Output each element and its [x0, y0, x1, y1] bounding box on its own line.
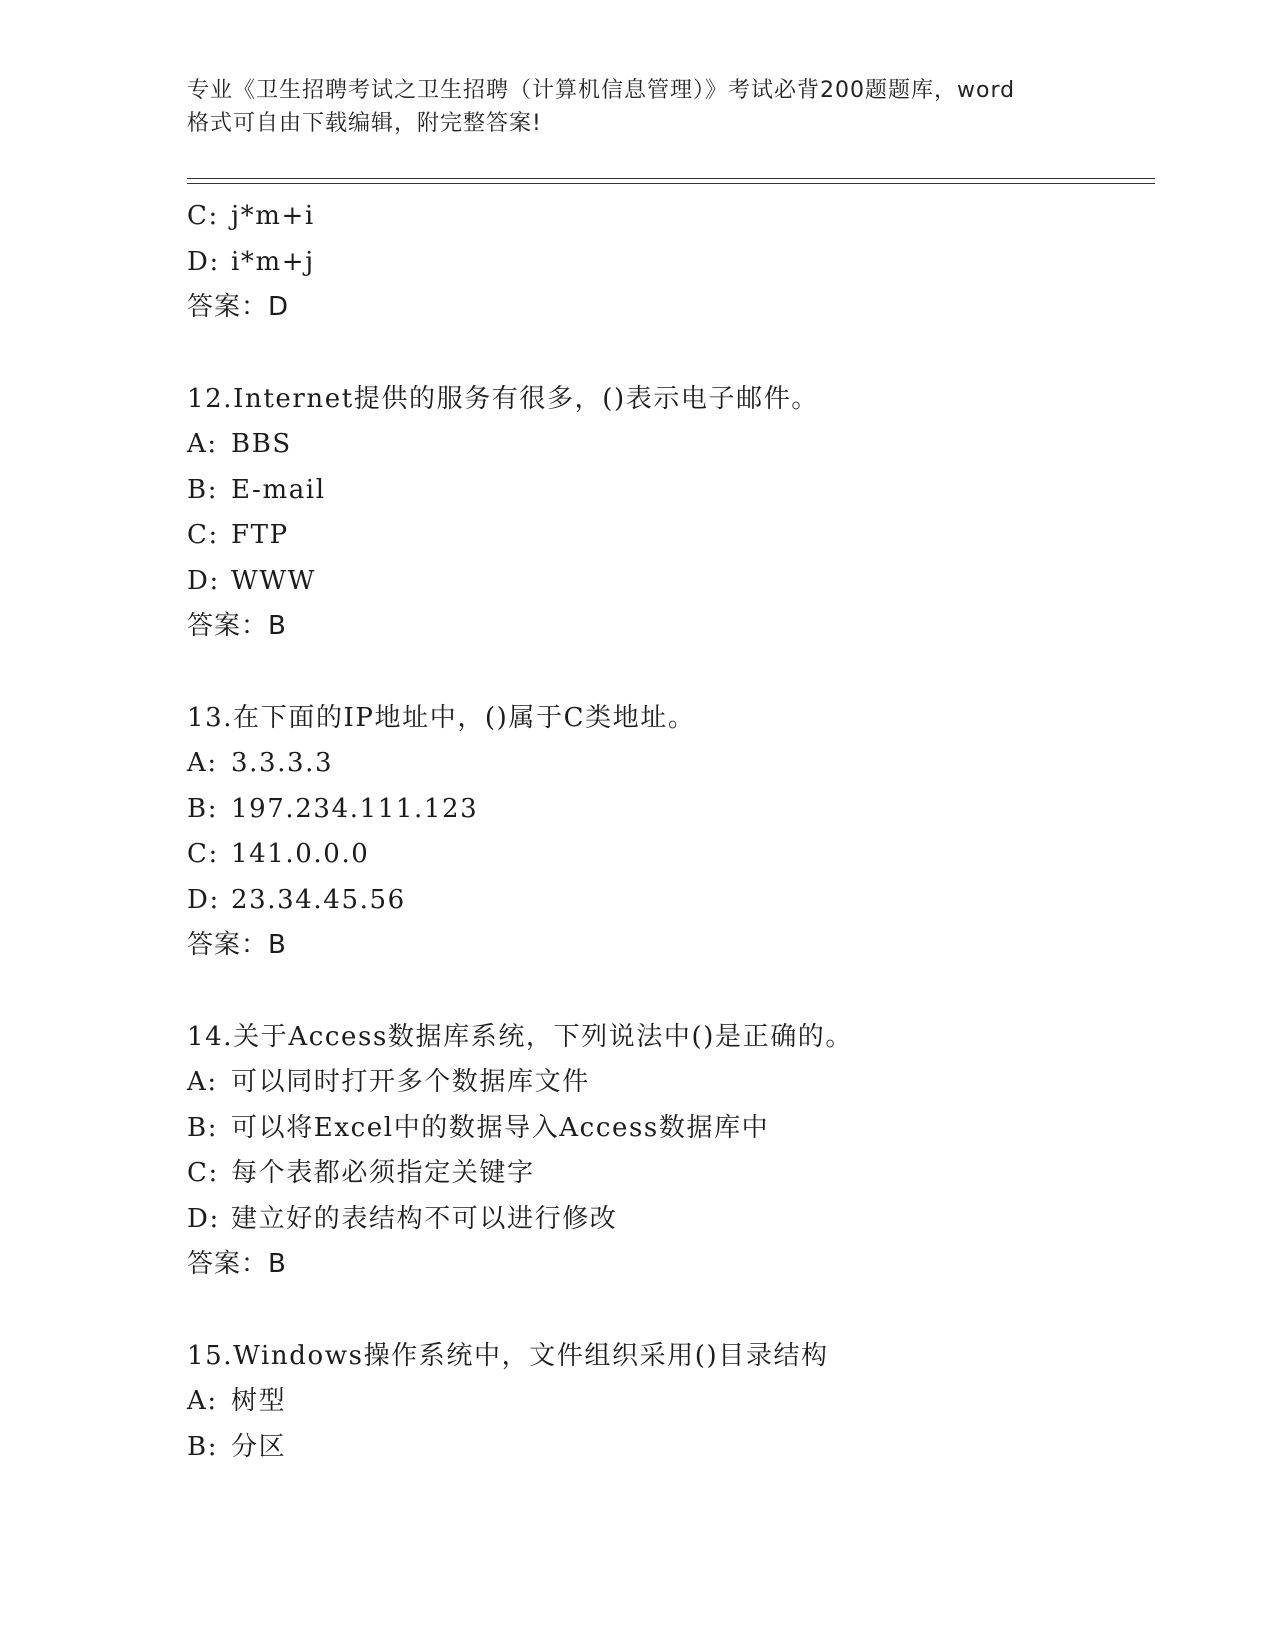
option-text: WWW [231, 565, 316, 596]
question-stem: 13.在下面的IP地址中，()属于C类地址。 [187, 702, 696, 733]
option-d [187, 1197, 1155, 1243]
option-text: 分区 [231, 1431, 287, 1462]
option-label: B: [187, 474, 219, 505]
question-11-continued [187, 194, 1155, 331]
option-label: B: [187, 1431, 219, 1462]
option-d [187, 240, 1155, 286]
header-line-1: 专业《卫生招聘考试之卫生招聘（计算机信息管理）》考试必背200题题库，word [187, 78, 1016, 103]
question-13 [187, 696, 1155, 969]
option-label: D: [187, 1203, 220, 1234]
option-text: E-mail [231, 474, 326, 505]
option-d [187, 878, 1155, 924]
option-text: 树型 [231, 1386, 287, 1416]
option-label: A: [187, 1386, 218, 1416]
option-text: 可以将Excel中的数据导入Access数据库中 [231, 1112, 770, 1143]
answer: 答案：B [187, 1249, 287, 1279]
option-text: BBS [231, 429, 292, 459]
option-label: C: [187, 201, 219, 231]
option-label: A: [187, 429, 218, 459]
option-text: 每个表都必须指定关键字 [231, 1158, 535, 1188]
question-15 [187, 1334, 1155, 1471]
header-rule-top [187, 178, 1155, 179]
option-label: C: [187, 839, 219, 869]
option-c [187, 513, 1155, 559]
option-b [187, 787, 1155, 833]
question-14 [187, 1015, 1155, 1288]
option-label: D: [187, 246, 220, 277]
option-text: 197.234.111.123 [231, 793, 479, 824]
answer: 答案：B [187, 930, 287, 960]
option-a [187, 1379, 1155, 1425]
option-text: i*m+j [231, 246, 315, 277]
option-label: C: [187, 1158, 219, 1188]
answer: 答案：D [187, 292, 290, 322]
question-stem: 14.关于Access数据库系统，下列说法中()是正确的。 [187, 1021, 854, 1052]
option-text: 建立好的表结构不可以进行修改 [231, 1203, 618, 1234]
option-text: FTP [231, 520, 289, 550]
option-text: 可以同时打开多个数据库文件 [231, 1067, 590, 1097]
option-b [187, 1106, 1155, 1152]
option-c [187, 832, 1155, 878]
option-label: D: [187, 884, 220, 915]
document-header [187, 74, 1087, 140]
option-text: 23.34.45.56 [231, 884, 406, 915]
option-a [187, 741, 1155, 787]
question-stem: 15.Windows操作系统中，文件组织采用()目录结构 [187, 1340, 829, 1371]
option-label: A: [187, 748, 218, 778]
option-c [187, 1151, 1155, 1197]
question-stem: 12.Internet提供的服务有很多，()表示电子邮件。 [187, 383, 819, 414]
header-line-2: 格式可自由下载编辑，附完整答案! [187, 111, 542, 136]
option-text: j*m+i [231, 201, 315, 231]
answer: 答案：B [187, 611, 287, 641]
option-a [187, 422, 1155, 468]
question-list [187, 194, 1155, 1470]
option-b [187, 1425, 1155, 1471]
option-a [187, 1060, 1155, 1106]
option-text: 3.3.3.3 [231, 748, 334, 778]
option-b [187, 468, 1155, 514]
question-12 [187, 377, 1155, 650]
option-label: B: [187, 793, 219, 824]
option-label: C: [187, 520, 219, 550]
option-label: D: [187, 565, 220, 596]
option-text: 141.0.0.0 [231, 839, 370, 869]
header-rule-bottom [187, 183, 1155, 184]
option-c [187, 194, 1155, 240]
option-d [187, 559, 1155, 605]
option-label: A: [187, 1067, 218, 1097]
option-label: B: [187, 1112, 219, 1143]
